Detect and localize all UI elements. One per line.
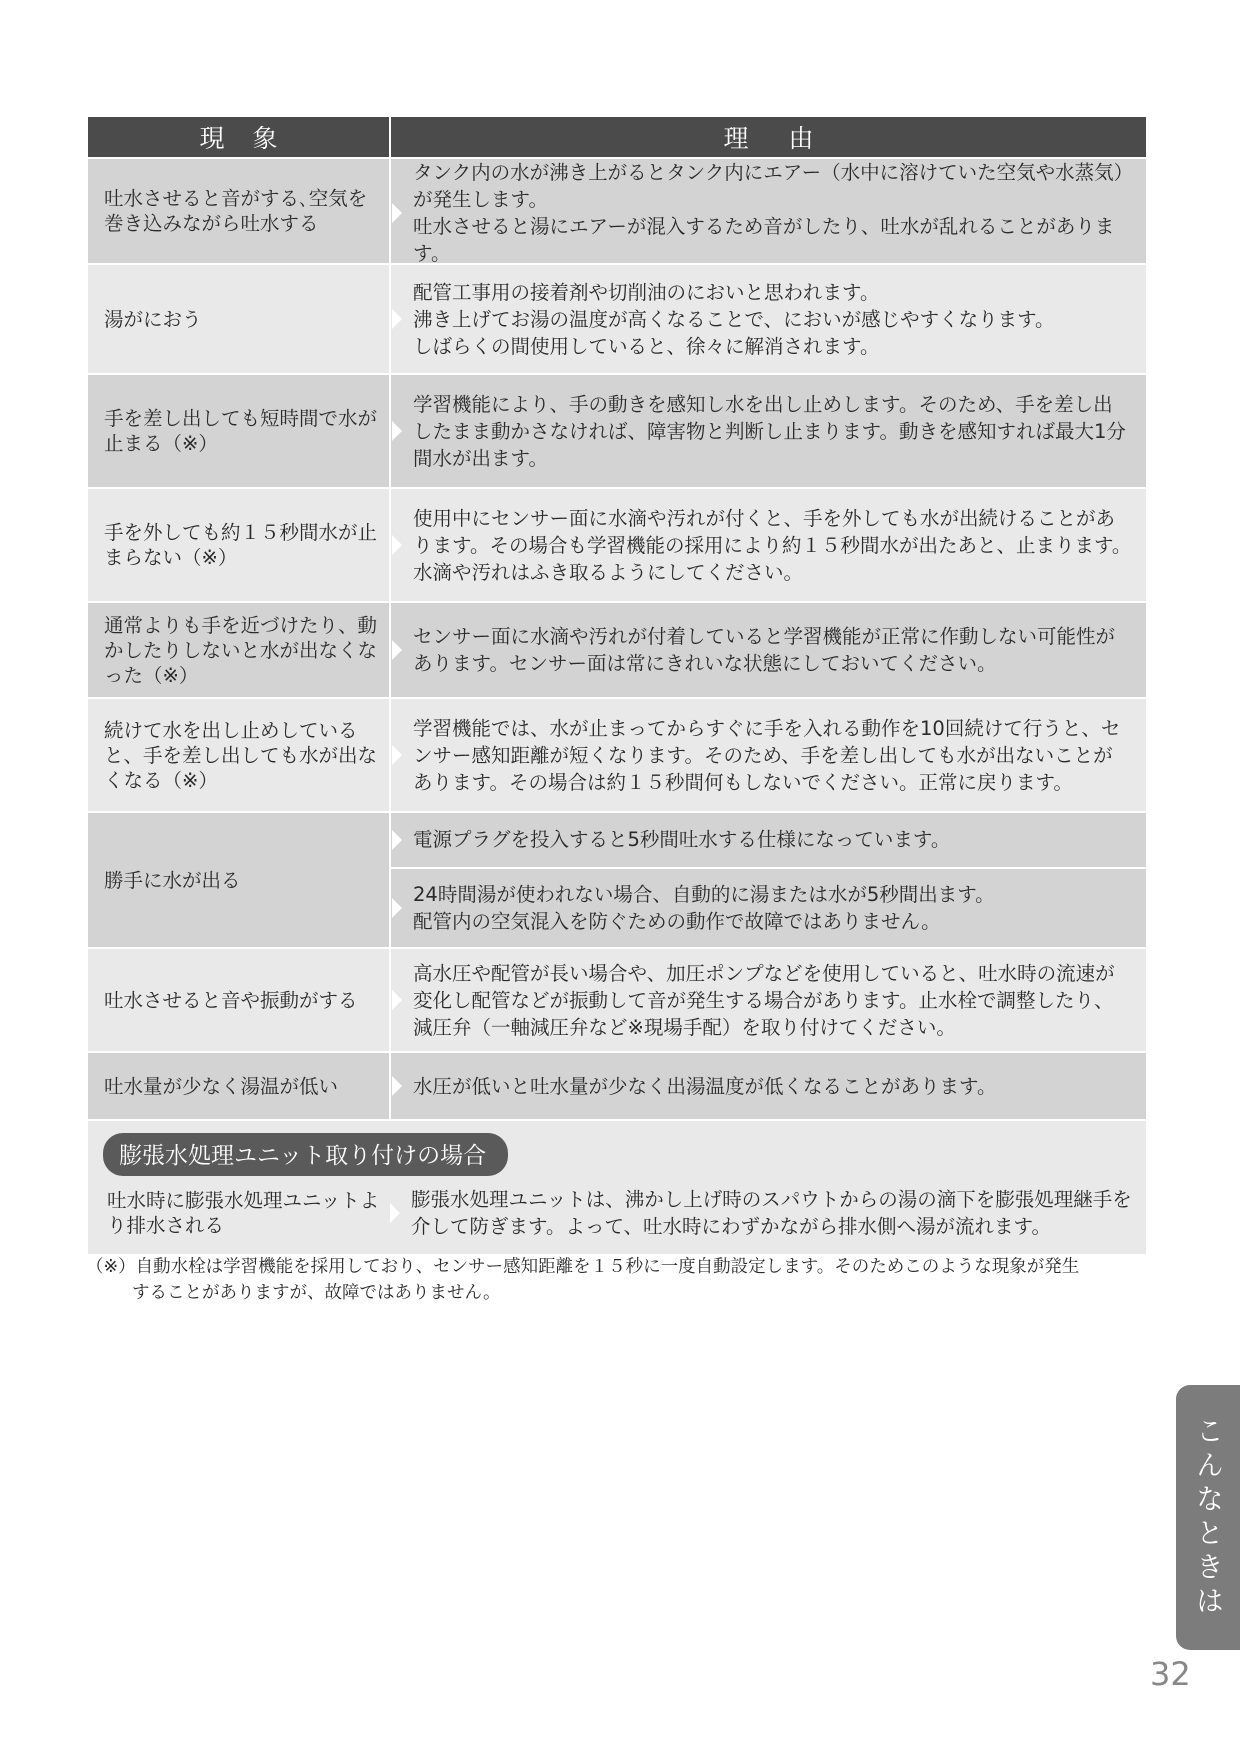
arrow-icon (392, 1076, 402, 1096)
arrow-icon (392, 640, 402, 660)
symptom-cell: 勝手に水が出る (104, 868, 241, 892)
reason-item (391, 1053, 1146, 1119)
subsection-symptom: 吐水時に膨張水処理ユニットより排水される (107, 1189, 380, 1237)
reason-text: 学習機能では、水が止まってからすぐに手を入れる動作を10回続けて行うと、センサー感知距離が短くなります。そのため、手を差し出しても水が出ないことがあります。その場合は約１５秒間何もしないでください。正常に戻ります。 (413, 716, 1121, 794)
side-tab-label: こんなときは (1192, 1415, 1225, 1620)
reason-text: タンク内の水が沸き上がるとタンク内にエアー（水中に溶けていた空気や水蒸気）が発生します。 吐水させると湯にエアーが混入するため音がしたり、吐水が乱れることがあります。 (413, 161, 1124, 265)
symptom-cell: 吐水させると音がする､空気を巻き込みながら吐水する (104, 187, 368, 235)
reason-text: 電源プラグを投入すると5秒間吐水する仕様になっています。 (413, 828, 951, 852)
arrow-icon (392, 898, 402, 918)
side-tab[interactable] (1176, 1385, 1240, 1650)
arrow-icon (392, 535, 402, 555)
arrow-icon (392, 309, 402, 329)
subsection-reason-cell (389, 1186, 1146, 1240)
arrow-icon (392, 745, 402, 765)
subsection (88, 1119, 1146, 1254)
reason-item (391, 489, 1146, 601)
subsection-reason (389, 1186, 1146, 1240)
reason-text: 使用中にセンサー面に水滴や汚れが付くと、手を外しても水が出続けることがあります。その場合も学習機能の採用により約１５秒間水が出たあと、止まります。水滴や汚れはふき取るようにしてください。 (413, 506, 1132, 584)
footnote-line-1: （※）自動水栓は学習機能を採用しており、センサー感知距離を１５秒に一度自動設定します。そのためこのような現象が発生 (86, 1257, 1080, 1277)
reason-item (391, 867, 1146, 947)
arrow-icon (392, 203, 402, 223)
subsection-title: 膨張水処理ユニット取り付けの場合 (103, 1133, 508, 1176)
reason-cell (389, 949, 1146, 1051)
table-row (88, 157, 1146, 263)
subsection-reason-text: 膨張水処理ユニットは、沸かし上げ時のスパウトからの湯の滴下を膨張処理継手を介して防ぎます。よって、吐水時にわずかながら排水側へ湯が流れます。 (411, 1188, 1132, 1238)
reason-cell (389, 699, 1146, 811)
reason-item (391, 265, 1146, 373)
reason-item (391, 375, 1146, 487)
arrow-icon (392, 421, 402, 441)
table-row (88, 601, 1146, 697)
reason-item (391, 949, 1146, 1051)
subsection-row (88, 1186, 1146, 1240)
reason-text: 水圧が低いと吐水量が少なく出湯温度が低くなることがあります。 (413, 1074, 997, 1098)
symptom-cell: 吐水させると音や振動がする (104, 988, 358, 1012)
symptom-cell: 湯がにおう (104, 307, 202, 331)
reason-text: 24時間湯が使われない場合、自動的に湯または水が5秒間出ます。 配管内の空気混入を防ぐための動作で故障ではありません。 (413, 882, 995, 933)
table-row (88, 811, 1146, 947)
reason-item (391, 159, 1146, 267)
table-header (88, 117, 1146, 157)
table-row (88, 1051, 1146, 1119)
table-body (88, 157, 1146, 1119)
reason-cell (389, 375, 1146, 487)
reason-cell (389, 603, 1146, 697)
header-symptom: 現象 (199, 124, 306, 153)
table-row (88, 487, 1146, 601)
reason-item (391, 813, 1146, 867)
arrow-icon (390, 1203, 400, 1223)
reason-cell (389, 813, 1146, 947)
reason-text: センサー面に水滴や汚れが付着していると学習機能が正常に作動しない可能性があります。センサー面は常にきれいな状態にしておいてください。 (413, 625, 1116, 675)
symptom-cell: 続けて水を出し止めしていると、手を差し出しても水が出なくなる（※） (104, 718, 378, 792)
symptom-cell: 手を差し出しても短時間で水が止まる（※） (104, 407, 378, 455)
reason-item (391, 699, 1146, 811)
table-row (88, 373, 1146, 487)
arrow-icon (392, 830, 402, 850)
table-row (88, 697, 1146, 811)
reason-cell (389, 1053, 1146, 1119)
arrow-icon (392, 990, 402, 1010)
reason-item (391, 603, 1146, 697)
reason-text: 高水圧や配管が長い場合や、加圧ポンプなどを使用していると、吐水時の流速が変化し配管などが振動して音が発生する場合があります。止水栓で調整したり、減圧弁（一軸減圧弁など※現場手配）を取り付けてください。 (413, 961, 1115, 1039)
reason-text: 配管工事用の接着剤や切削油のにおいと思われます。 沸き上げてお湯の温度が高くなることで、においが感じやすくなります。 しばらくの間使用していると、徐々に解消されます。 (413, 280, 1055, 358)
symptom-cell: 吐水量が少なく湯温が低い (104, 1074, 339, 1098)
footnote-line-2: することがありますが、故障ではありません。 (132, 1283, 501, 1303)
reason-cell (389, 159, 1146, 263)
reason-cell (389, 489, 1146, 601)
page-number: 32 (1150, 1655, 1191, 1693)
troubleshooting-table (88, 117, 1146, 1254)
symptom-cell: 通常よりも手を近づけたり、動かしたりしないと水が出なくなった（※） (104, 613, 378, 687)
table-row (88, 947, 1146, 1051)
header-reason: 理由 (389, 117, 1146, 157)
reason-text: 学習機能により、手の動きを感知し水を出し止めします。そのため、手を差し出したまま動かさなければ、障害物と判断し止まります。動きを感知すれば最大1分間水が出ます。 (413, 392, 1126, 470)
symptom-cell: 手を外しても約１５秒間水が止まらない（※） (104, 521, 378, 569)
table-row (88, 263, 1146, 373)
reason-cell (389, 265, 1146, 373)
footnote (86, 1254, 1151, 1306)
